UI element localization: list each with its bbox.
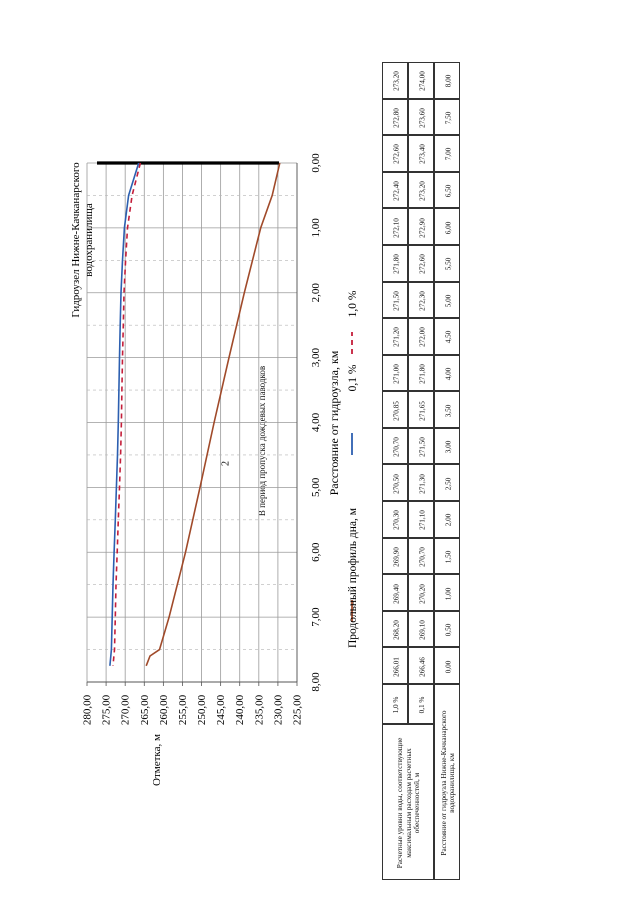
cell-0-1-8 — [408, 355, 434, 392]
row-label-0-1-text: 0,1 % — [417, 696, 426, 714]
y-axis-title: Отметка, м — [151, 734, 163, 786]
levels-table — [382, 62, 460, 880]
cell-0-1-13-text: 273,20 — [417, 181, 426, 201]
cell-1-0-5 — [382, 464, 408, 501]
cell-0-1-2-text: 270,20 — [417, 583, 426, 604]
cell-1-0-9-text: 271,20 — [391, 327, 400, 348]
cell-1-0-7-text: 270,85 — [391, 400, 400, 421]
x-axis-title: Расстояние от гидроузла, км — [327, 350, 341, 496]
cell-0-1-9 — [408, 318, 434, 355]
cell-distance-3-text: 1,50 — [443, 550, 452, 564]
cell-0-1-7 — [408, 391, 434, 428]
cell-0-1-6 — [408, 428, 434, 465]
legend-label-2: 1,0 % — [347, 290, 359, 318]
cell-distance-16-text: 8,00 — [443, 74, 452, 88]
cell-distance-15-text: 7,50 — [443, 111, 452, 125]
cell-distance-0 — [434, 647, 460, 684]
page-subtitle: В период пропуска дождевых паводков — [257, 365, 267, 517]
series-line-2 — [113, 163, 140, 666]
cell-1-0-0-text: 266,01 — [391, 656, 400, 677]
cell-1-0-14 — [382, 135, 408, 172]
cell-0-1-11-text: 272,60 — [417, 254, 426, 275]
chart-labels — [70, 153, 359, 786]
y-tick-label: 235,00 — [253, 694, 266, 726]
cell-distance-14-text: 7,00 — [443, 148, 452, 161]
cell-1-0-15 — [382, 99, 408, 136]
cell-1-0-9 — [382, 318, 408, 355]
cell-1-0-12 — [382, 208, 408, 245]
cell-distance-9-text: 4,50 — [443, 331, 452, 344]
cell-distance-6 — [434, 428, 460, 465]
cell-1-0-10-text: 271,50 — [391, 290, 400, 311]
x-tick-label: 0,00 — [310, 153, 322, 173]
cell-1-0-13-text: 272,40 — [391, 181, 400, 201]
cell-0-1-16 — [408, 62, 434, 99]
cell-1-0-2-text: 269,40 — [391, 583, 400, 604]
cell-0-1-10 — [408, 282, 434, 319]
cell-0-1-1-text: 269,10 — [417, 620, 426, 640]
cell-1-0-6 — [382, 428, 408, 465]
cell-0-1-12 — [408, 208, 434, 245]
cell-distance-0-text: 0,00 — [443, 660, 452, 673]
cell-1-0-5-text: 270,50 — [391, 473, 400, 494]
cell-distance-10 — [434, 282, 460, 319]
cell-1-0-6-text: 270,70 — [391, 437, 400, 458]
cell-distance-12 — [434, 208, 460, 245]
cell-1-0-10 — [382, 282, 408, 319]
x-tick-label: 5,00 — [310, 477, 322, 497]
y-tick-label: 275,00 — [100, 694, 113, 726]
chart-ticks — [87, 682, 297, 686]
cell-0-1-0-text: 266,46 — [417, 656, 426, 677]
y-tick-label: 225,00 — [291, 694, 304, 726]
cell-1-0-11-text: 271,80 — [391, 254, 400, 275]
y-tick-label: 245,00 — [215, 694, 228, 726]
x-tick-label: 1,00 — [310, 218, 322, 238]
cell-0-1-6-text: 271,50 — [417, 437, 426, 458]
cell-1-0-4-text: 270,30 — [391, 510, 400, 531]
cell-1-0-8 — [382, 355, 408, 392]
page-number: 2 — [220, 461, 232, 466]
legend-label-1: 0,1 % — [347, 364, 359, 392]
distance-header — [434, 684, 460, 880]
cell-1-0-16-text: 273,20 — [391, 71, 400, 92]
y-tick-label: 250,00 — [196, 694, 209, 726]
cell-1-0-1-text: 268,20 — [391, 620, 400, 640]
y-tick-label: 270,00 — [119, 694, 132, 726]
cell-0-1-3-text: 270,70 — [417, 547, 426, 567]
cell-1-0-12-text: 272,10 — [391, 217, 400, 238]
chart-title: Гидроузел Нижне-Качканарскоговодохранилища — [70, 162, 95, 318]
cell-distance-12-text: 6,00 — [443, 221, 452, 234]
cell-distance-10-text: 5,00 — [443, 294, 452, 308]
levels-header-text: Расчетные уровни воды, соответствующие максимальным расходам расчетных обеспеченностей, м — [396, 737, 422, 869]
x-tick-label: 8,00 — [310, 672, 322, 692]
cell-distance-7-text: 3,50 — [443, 404, 452, 417]
cell-0-1-11 — [408, 245, 434, 282]
y-tick-label: 260,00 — [157, 694, 170, 726]
cell-distance-3 — [434, 538, 460, 575]
cell-distance-14 — [434, 135, 460, 172]
x-tick-label: 6,00 — [310, 542, 322, 562]
cell-distance-13-text: 6,50 — [443, 184, 452, 198]
cell-0-1-7-text: 271,65 — [417, 400, 426, 421]
cell-distance-1 — [434, 611, 460, 648]
y-tick-label: 230,00 — [272, 694, 285, 726]
cell-1-0-8-text: 271,00 — [391, 364, 400, 384]
x-tick-label: 4,00 — [310, 412, 322, 433]
cell-0-1-14 — [408, 135, 434, 172]
cell-0-1-13 — [408, 172, 434, 209]
cell-distance-11 — [434, 245, 460, 282]
cell-0-1-12-text: 272,90 — [417, 217, 426, 238]
cell-distance-5 — [434, 464, 460, 501]
cell-1-0-3 — [382, 538, 408, 575]
cell-0-1-0 — [408, 647, 434, 684]
cell-1-0-11 — [382, 245, 408, 282]
y-tick-label: 255,00 — [176, 694, 189, 726]
row-label-1-0 — [382, 684, 408, 724]
cell-0-1-9-text: 272,00 — [417, 327, 426, 348]
cell-distance-2 — [434, 574, 460, 611]
chart-series — [110, 163, 280, 666]
x-tick-label: 7,00 — [310, 607, 322, 627]
cell-1-0-7 — [382, 391, 408, 428]
cell-0-1-1 — [408, 611, 434, 648]
cell-distance-13 — [434, 172, 460, 209]
cell-0-1-5-text: 271,30 — [417, 473, 426, 494]
distance-header-text: Расстояние от гидроузла Нижне-Качканарского водохранилища, км — [439, 710, 456, 856]
cell-1-0-16 — [382, 62, 408, 99]
cell-distance-16 — [434, 62, 460, 99]
cell-1-0-1 — [382, 611, 408, 648]
cell-1-0-14-text: 272,60 — [391, 144, 400, 165]
cell-0-1-4 — [408, 501, 434, 538]
cell-distance-6-text: 3,00 — [443, 440, 452, 454]
row-label-1-0-text: 1,0 % — [391, 696, 400, 714]
cell-0-1-5 — [408, 464, 434, 501]
series-line-0 — [146, 163, 280, 666]
cell-0-1-4-text: 271,10 — [417, 510, 426, 531]
cell-distance-8 — [434, 355, 460, 392]
cell-0-1-10-text: 272,30 — [417, 290, 426, 311]
x-tick-label: 2,00 — [310, 283, 322, 303]
cell-1-0-13 — [382, 172, 408, 209]
cell-0-1-15-text: 273,60 — [417, 107, 426, 128]
row-label-0-1 — [408, 684, 434, 724]
x-tick-label: 3,00 — [310, 348, 322, 368]
cell-0-1-8-text: 271,80 — [417, 364, 426, 384]
y-tick-label: 240,00 — [234, 694, 247, 726]
cell-distance-4 — [434, 501, 460, 538]
cell-1-0-4 — [382, 501, 408, 538]
cell-distance-8-text: 4,00 — [443, 367, 452, 381]
cell-distance-11-text: 5,50 — [443, 257, 452, 271]
y-tick-label: 265,00 — [138, 694, 151, 726]
cell-1-0-0 — [382, 647, 408, 684]
cell-1-0-3-text: 269,90 — [391, 547, 400, 567]
cell-1-0-15-text: 272,80 — [391, 107, 400, 128]
legend-label-0: Продольный профиль дна, м — [347, 507, 359, 649]
cell-distance-9 — [434, 318, 460, 355]
cell-1-0-2 — [382, 574, 408, 611]
cell-distance-5-text: 2,50 — [443, 477, 452, 491]
cell-distance-1-text: 0,50 — [443, 623, 452, 637]
cell-distance-15 — [434, 99, 460, 136]
cell-0-1-3 — [408, 538, 434, 575]
cell-distance-7 — [434, 391, 460, 428]
cell-distance-4-text: 2,00 — [443, 514, 452, 527]
levels-header — [382, 724, 434, 880]
cell-0-1-16-text: 274,00 — [417, 71, 426, 92]
cell-0-1-2 — [408, 574, 434, 611]
y-tick-label: 280,00 — [81, 694, 94, 726]
cell-0-1-14-text: 273,40 — [417, 144, 426, 165]
cell-0-1-15 — [408, 99, 434, 136]
series-line-1 — [110, 163, 139, 666]
cell-distance-2-text: 1,00 — [443, 587, 452, 600]
